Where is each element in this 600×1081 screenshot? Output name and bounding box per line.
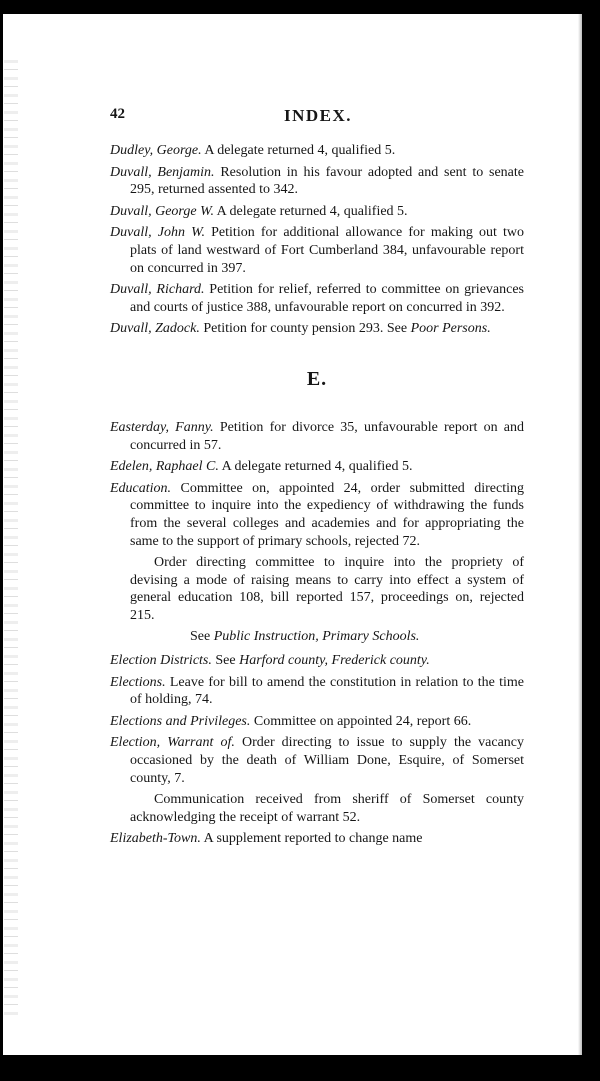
entry-text: A delegate returned 4, qualified 5. (218, 459, 413, 475)
entry-term: Duvall, Benjamin. (110, 164, 215, 180)
entry-term: Elizabeth-Town. (110, 831, 201, 847)
entry-text: Committee on, appointed 24, order submitted directing committee to inquire into the expediency of withdrawing the funds from the several colleges and academies and for appropriating the same to the support of primary schools, rejected 72. (130, 480, 524, 549)
entry-term: Duvall, Zadock. (110, 321, 200, 337)
index-entry-duvall-richard (110, 281, 524, 316)
index-entry-dudley-george (110, 142, 524, 160)
education-see-also (110, 628, 524, 646)
binding-gutter (4, 60, 18, 1020)
index-entry-education-continued: Order directing committee to inquire into the propriety of devising a mode of raising means to carry into effect a system of general education 108, bill reported 157, proceedings on, rejected 215. (130, 555, 524, 623)
index-entry-education (110, 480, 524, 550)
entry-term: Duvall, George W. (110, 203, 214, 219)
see-label: See (190, 629, 214, 645)
entry-text: Petition for county pension 293. See (199, 321, 411, 337)
entry-term: Dudley, George. (110, 143, 202, 158)
entry-term: Elections and Privileges. (110, 713, 251, 729)
index-entry-election-warrant-continued: Communication received from sheriff of Somerset county acknowledging the receipt of warrant 52. (130, 792, 524, 825)
page-header (110, 106, 530, 130)
scan-border-top (0, 0, 600, 14)
index-entry-duvall-george-w (110, 203, 524, 221)
page-number: 42 (110, 106, 125, 122)
entry-text: A supplement reported to change name (200, 831, 423, 847)
index-entry-duvall-john-w (110, 224, 524, 277)
scan-border-bottom (0, 1055, 600, 1081)
index-entry-duvall-zadock (110, 320, 524, 338)
index-entry-election-warrant (110, 734, 524, 787)
entry-term: Duvall, John W. (110, 225, 205, 241)
index-entry-election-districts (110, 652, 524, 670)
entry-term: Edelen, Raphael C. (110, 459, 219, 475)
index-entry-elections (110, 674, 524, 709)
entry-text: Petition for relief, referred to committee on grievances and courts of justice 388, unfavourable report on concurred in 392. (130, 282, 524, 315)
entry-text: Leave for bill to amend the constitution in relation to the time of holding, 74. (130, 674, 524, 708)
entry-text: Resolution in his favour adopted and sent to senate 295, returned assented to 342. (130, 164, 524, 198)
index-entry-duvall-benjamin (110, 164, 524, 199)
entry-term: Easterday, Fanny. (110, 419, 214, 435)
index-entry-elections-and-privileges (110, 713, 524, 731)
entry-text: Petition for additional allowance for making out two plats of land westward of Fort Cumberland 384, unfavourable report on concurred in 397. (130, 225, 524, 276)
entry-term: Duvall, Richard. (110, 282, 205, 298)
entry-text: A delegate returned 4, qualified 5. (213, 203, 408, 219)
entry-cross-reference: Harford county, Frederick county. (239, 653, 430, 669)
entry-text: Order directing to issue to supply the vacancy occasioned by the death of William Done, Esquire, of Somerset county, 7. (130, 735, 525, 786)
entry-text: See (211, 653, 240, 669)
entry-term: Elections. (110, 674, 166, 690)
index-entry-easterday-fanny (110, 419, 524, 454)
scan-border-left (0, 0, 3, 1081)
index-entry-elizabeth-town (110, 830, 524, 848)
entry-cross-reference: Poor Persons. (410, 321, 491, 337)
page-title: INDEX. (284, 106, 353, 125)
entry-text: A delegate returned 4, qualified 5. (201, 143, 396, 158)
scan-border-right (582, 0, 600, 1081)
index-content (110, 142, 524, 852)
entry-text: Petition for divorce 35, unfavourable report on and concurred in 57. (130, 419, 525, 453)
section-letter-e: E. (306, 367, 328, 390)
entry-text: Committee on appointed 24, report 66. (250, 713, 472, 729)
entry-term: Election Districts. (110, 653, 212, 669)
entry-term: Education. (110, 480, 172, 496)
entry-cross-reference: Public Instruction, Primary Schools. (213, 629, 420, 645)
entry-term: Election, Warrant of. (110, 735, 235, 751)
index-entry-edelen-raphael (110, 458, 524, 476)
page-edge-shadow (578, 14, 582, 1055)
